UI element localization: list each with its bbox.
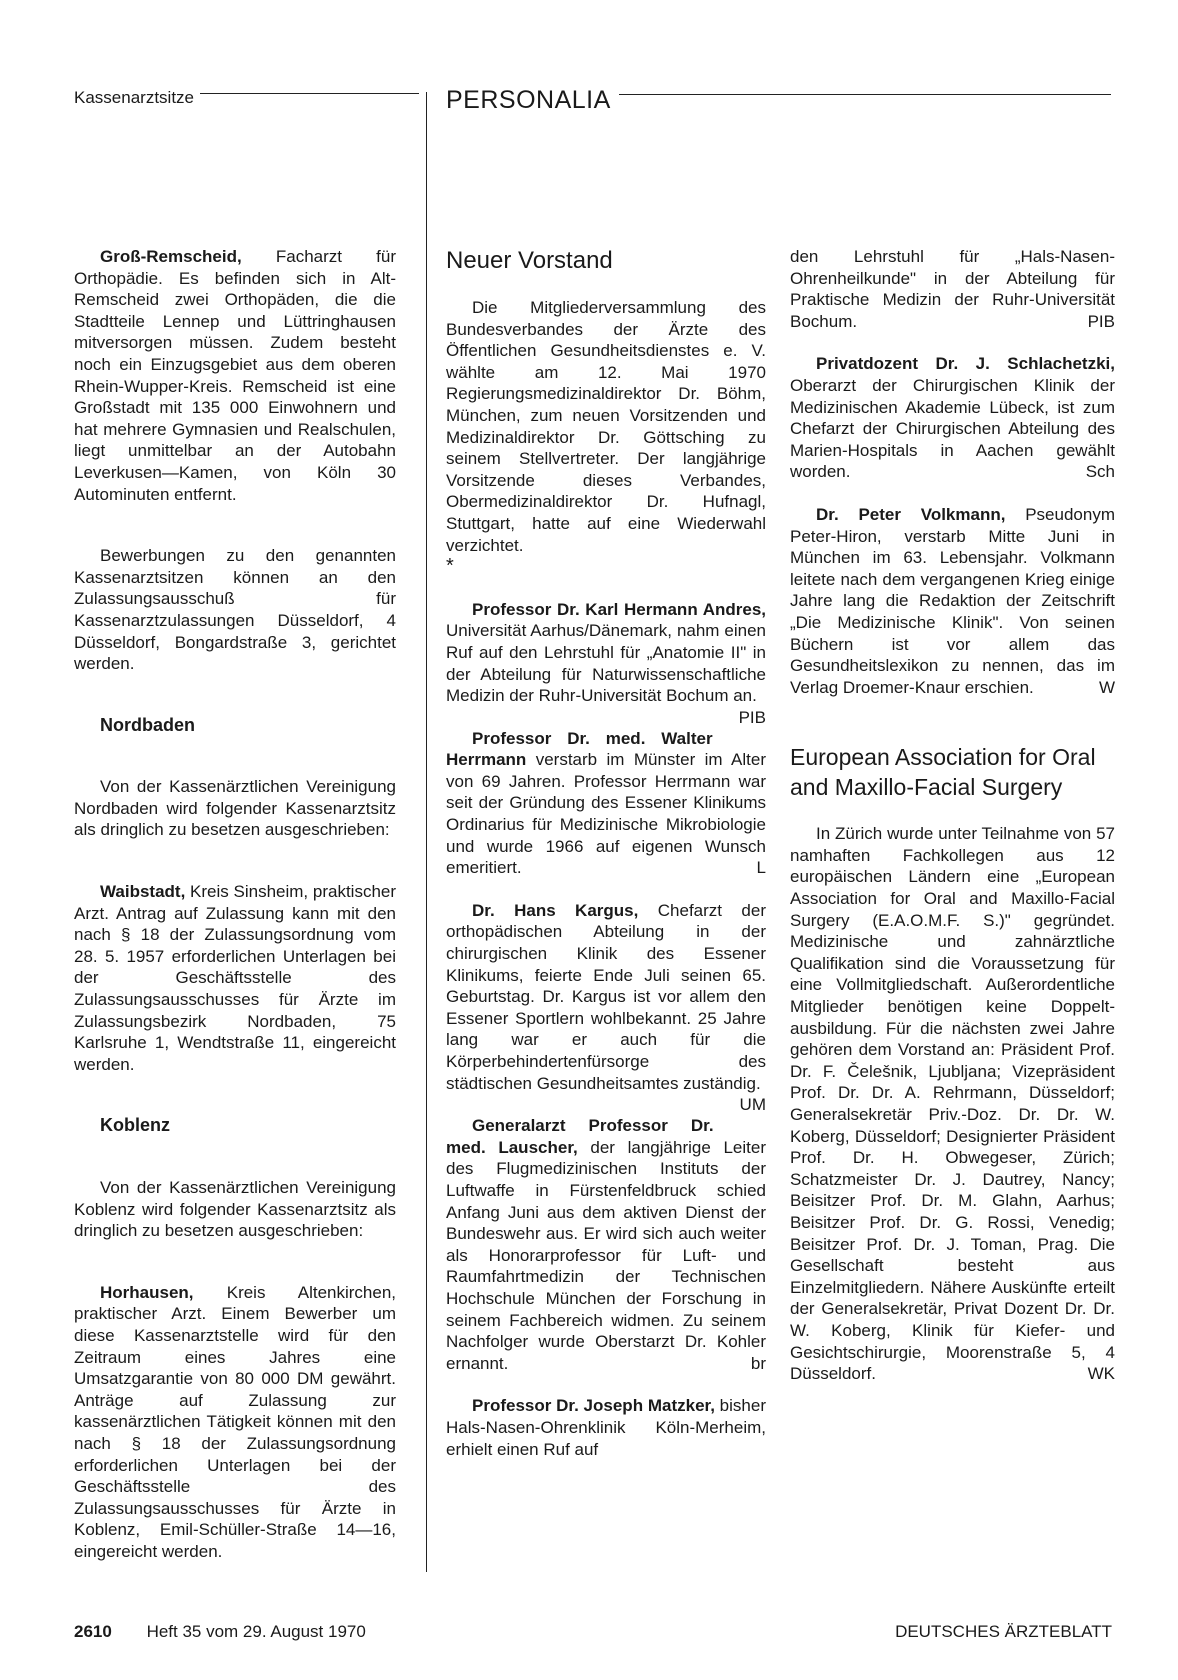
person-name: Dr. Hans Kargus, bbox=[472, 900, 639, 920]
section-label: Kassenarztsitze bbox=[74, 88, 194, 107]
paragraph: Dr. Peter Volkmann, Pseudonym Peter-Hiron, verstarb Mitte Juni in München im 63. Lebensjahr. Volkmann leitete nach dem vergangenen Krieg einige Jahre lang die Redaktion der Zeitschrift „Die Medizinische Klinik". Von seinen Büchern ist vor allem das Gesundheitslexikon zu nennen, das im Verlag Droemer-Knaur erschien. W bbox=[790, 504, 1115, 697]
person-name: Professor Dr. Joseph Matzker, bbox=[472, 1396, 715, 1416]
paragraph: Waibstadt, Kreis Sinsheim, praktischer Arzt. Antrag auf Zulassung kann mit den nach § 18 der Zulassungsordnung vom 28. 5. 1957 erforderlichen Unterlagen bei der Geschäftsstelle des Zulassungsausschusses für Ärzte im Zulassungsbezirk Nordbaden, 75 Karlsruhe 1, Wendtstraße 11, eingereicht werden. bbox=[74, 882, 397, 1074]
subheading-koblenz: Koblenz bbox=[100, 1115, 170, 1136]
section-header-left bbox=[74, 88, 419, 108]
person-name: Generalarzt Professor Dr. med. Lauscher, bbox=[446, 1116, 714, 1157]
author-signature: WK bbox=[1087, 1364, 1115, 1384]
person-name: Dr. Peter Volkmann, bbox=[816, 504, 1006, 524]
paragraph: Generalarzt Professor Dr. med. Lauscher, der langjährige Leiter des Flugmedizinischen Instituts der Luftwaffe in Fürstenfeldbruck schied Anfang Juni aus dem aktiven Dienst der Bundeswehr aus. Er wird sich auch weiter als Honorarprofessor für Luft- und Raumfahrtmedizin der Technischen Hochschule München der Forschung in seinem Fachbereich widmen. Zu seinem Nachfolger wurde Oberstarzt Dr. Kohler ernannt. br bbox=[446, 1116, 766, 1373]
paragraph: Bewerbungen zu den genannten Kassenarztsitzen können an den Zulassungsausschuß für Kassenarztzulassungen Düsseldorf, 4 Düsseldorf, Bongardstraße 3, gerichtet werden. bbox=[74, 546, 396, 674]
person-name: Professor Dr. Karl Hermann Andres, bbox=[472, 599, 766, 619]
footer-left bbox=[74, 1622, 366, 1642]
header-rule-left bbox=[200, 93, 419, 94]
author-signature: PIB bbox=[738, 707, 766, 727]
paragraph: den Lehrstuhl für „Hals-Nasen-Ohrenheilkunde" in der Abteilung für Praktische Medizin der Ruhr-Universität Bochum. PIB bbox=[790, 247, 1115, 331]
issue-date: Heft 35 vom 29. August 1970 bbox=[146, 1622, 366, 1641]
paragraph: Professor Dr. Karl Hermann Andres, Universität Aarhus/Dänemark, nahm einen Ruf auf den Lehrstuhl für „Anatomie II" in der Abteilung für Naturwissenschaftliche Medizin der Ruhr-Universität Bochum an. PIB bbox=[446, 599, 766, 727]
column-personalia-2 bbox=[790, 246, 1115, 1385]
paragraph: Von der Kassenärztlichen Vereinigung Nordbaden wird folgender Kassenarztsitz als dringlich zu besetzen ausgeschrieben: bbox=[74, 777, 396, 840]
author-signature: PIB bbox=[1087, 311, 1115, 331]
article-heading: European Association for Oral and Maxillo-Facial Surgery bbox=[790, 744, 1096, 801]
person-name: Privatdozent Dr. J. Schlachetzki, bbox=[816, 354, 1115, 374]
author-signature: Sch bbox=[1085, 462, 1115, 482]
paragraph: Professor Dr. med. Walter Herrmann verstarb im Münster im Alter von 69 Jahren. Professor Herrmann war seit der Gründung des Essener Klinikums Ordinarius für Medizinische Mikrobiologie und wurde 1966 auf eigenen Wunsch emeritiert. L bbox=[446, 728, 766, 878]
author-signature: UM bbox=[739, 1095, 766, 1115]
paragraph: Privatdozent Dr. J. Schlachetzki, Oberarzt der Chirurgischen Klinik der Medizinischen Akademie Lübeck, ist zum Chefarzt der Chirurgischen Abteilung des Marien-Hospitals in Aachen gewählt worden. Sch bbox=[790, 354, 1115, 482]
paragraph: Horhausen, Kreis Altenkirchen, praktischer Arzt. Einem Bewerber um diese Kassenarztstelle wird für den Zeitraum eines Jahres eine Umsatzgarantie von 80 000 DM gewährt. Anträge auf Zulassung zur kassenärztlichen Tätigkeit können mit den nach § 18 der Zulassungsordnung erforderlichen Unterlagen bei der Geschäftsstelle des Zulassungsausschusses für Ärzte in Koblenz, Emil-Schüller-Straße 14—16, eingereicht werden. bbox=[74, 1282, 396, 1561]
subheading-nordbaden: Nordbaden bbox=[100, 714, 196, 735]
author-signature: br bbox=[750, 1353, 766, 1373]
place-name: Groß-Remscheid, bbox=[100, 247, 242, 266]
place-name: Waibstadt, bbox=[100, 882, 186, 902]
column-divider bbox=[426, 92, 427, 1572]
article-heading: Neuer Vorstand bbox=[446, 247, 613, 274]
paragraph: Groß-Remscheid, Facharzt für Orthopädie. Es befinden sich in Alt-Remscheid zwei Orthopäden, die die Stadtteile Lennep und Lüttringhausen mitversorgen müssen. Zudem besteht noch ein Einzugsgebiet aus dem oberen Rhein-Wupper-Kreis. Remscheid ist eine Großstadt mit 135 000 Einwohnern und hat mehrere Gymnasien und Realschulen, liegt unmittelbar an der Autobahn Leverkusen—Kamen, von Köln 30 Autominuten entfernt. bbox=[74, 247, 396, 504]
paragraph: Von der Kassenärztlichen Vereinigung Koblenz wird folgender Kassenarztsitz als dringlich zu besetzen ausgeschrieben: bbox=[74, 1178, 396, 1241]
journal-name: DEUTSCHES ÄRZTEBLATT bbox=[895, 1622, 1112, 1641]
author-signature: L bbox=[756, 858, 766, 878]
page-number: 2610 bbox=[74, 1622, 112, 1641]
section-title: PERSONALIA bbox=[446, 86, 611, 114]
section-header-right bbox=[446, 86, 1111, 115]
separator-star: * bbox=[446, 555, 454, 578]
header-rule-right bbox=[619, 94, 1111, 95]
column-personalia-1 bbox=[446, 246, 766, 1460]
paragraph: Dr. Hans Kargus, Chefarzt der orthopädischen Abteilung in der chirurgischen Klinik des Essener Klinikums, feierte Ende Juli seinen 65. Geburtstag. Dr. Kargus ist vor allem den Essener Sportlern wohlbekannt. 25 Jahre lang war er auch für die Körperbehindertenfürsorge des städtischen Gesundheitsamtes zuständig. UM bbox=[446, 900, 766, 1115]
column-kassenarztsitze bbox=[74, 246, 396, 1563]
person-name: Professor Dr. med. Walter Herrmann bbox=[446, 728, 713, 770]
paragraph: Professor Dr. Joseph Matzker, bisher Hals-Nasen-Ohrenklinik Köln-Merheim, erhielt einen Ruf auf bbox=[446, 1396, 766, 1459]
paragraph: In Zürich wurde unter Teilnahme von 57 namhaften Fachkollegen aus 12 europäischen Ländern eine „European Association for Oral and Maxillo-Facial Surgery (E.A.O.M.F. S.)" gegründet. Medizinische und zahnärztliche Qualifikation sind die Voraussetzung für eine Vollmitgliedschaft. Außerordentliche Mitglieder benötigen keine Doppelt-ausbildung. Für die nächsten zwei Jahre gehören dem Vorstand an: Präsident Prof. Dr. F. Čelešnik, Ljubljana; Vizepräsident Prof. Dr. Dr. A. Rehrmann, Düsseldorf; Generalsekretär Priv.-Doz. Dr. Dr. W. Koberg, Düsseldorf; Designierter Präsident Prof. Dr. H. Obwegeser, Zürich; Schatzmeister Dr. J. Dautrey, Nancy; Beisitzer Prof. Dr. M. Glahn, Aarhus; Beisitzer Prof. Dr. G. Rossi, Venedig; Beisitzer Prof. Dr. J. Toman, Prag. Die Gesellschaft besteht aus Einzelmitgliedern. Nähere Auskünfte erteilt der Generalsekretär, Privat Dozent Dr. Dr. W. Koberg, Klinik für Kiefer- und Gesichtschirurgie, Moorenstraße 5, 4 Düsseldorf. WK bbox=[790, 824, 1115, 1384]
paragraph: Die Mitgliederversammlung des Bundesverbandes der Ärzte des Öffentlichen Gesundheitsdienstes e. V. wählte am 12. Mai 1970 Regierungsmedizinaldirektor Dr. Böhm, München, zum neuen Vorsitzenden und Medizinaldirektor Dr. Göttsching zu seinem Stellvertreter. Der langjährige Vorsitzende dieses Verbandes, Obermedizinaldirektor Dr. Hufnagl, Stuttgart, hatte auf eine Wiederwahl verzichtet. bbox=[446, 298, 766, 555]
place-name: Horhausen, bbox=[100, 1282, 194, 1302]
author-signature: W bbox=[1098, 677, 1115, 697]
